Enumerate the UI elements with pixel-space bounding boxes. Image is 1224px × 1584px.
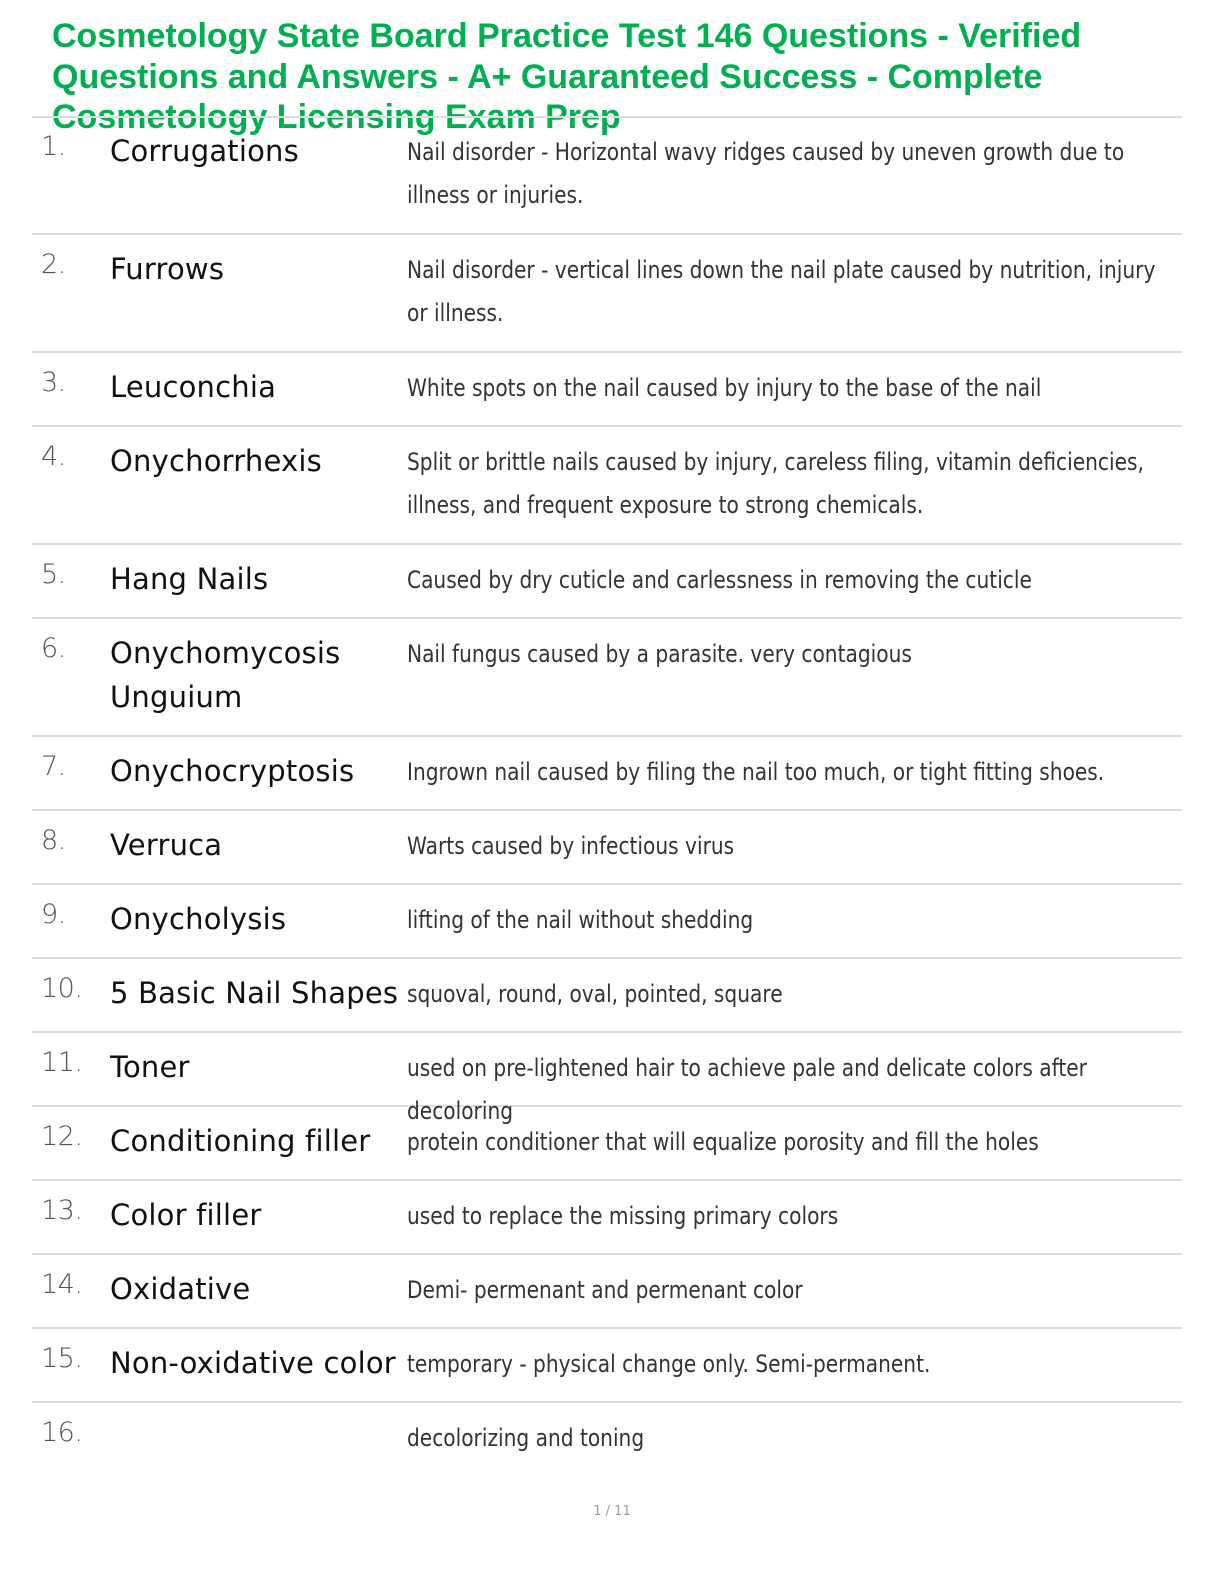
row-term: Onychomycosis Unguium [110, 636, 341, 714]
row-number: 2. [41, 249, 66, 280]
row-definition [407, 117, 1125, 217]
row-definition [407, 1255, 1058, 1312]
flashcard-list [32, 117, 1182, 1477]
row-definition [407, 235, 1156, 335]
row-definition-text: used to replace the missing primary colors [407, 1202, 839, 1230]
row-term: Hang Nails [110, 562, 269, 596]
row-number: 11. [41, 1047, 83, 1078]
row-definition-text: Demi- permenant and permenant color [407, 1276, 803, 1304]
flashcard-row [32, 353, 1182, 427]
row-number: 15. [41, 1343, 83, 1374]
document-title: Cosmetology State Board Practice Test 146 Questions - Verified Questions and Answers - A+ Guaranteed Success - Complete Cosmetology Licensing Exam Prep [52, 17, 1082, 136]
row-number: 10. [41, 973, 83, 1004]
row-term [110, 1403, 407, 1415]
row-number: 16. [41, 1417, 83, 1448]
row-definition-text: used on pre-lightened hair to achieve pale and delicate colors after decoloring [407, 1054, 1087, 1125]
row-definition-text: temporary - physical change only. Semi-permanent. [407, 1350, 931, 1378]
flashcard-row [32, 811, 1182, 885]
row-definition-text: Warts caused by infectious virus [407, 832, 735, 860]
flashcard-row [32, 235, 1182, 353]
flashcard-row [32, 545, 1182, 619]
row-definition [407, 427, 1144, 527]
flashcard-row [32, 619, 1182, 737]
row-definition [407, 1107, 1058, 1164]
row-definition-text: lifting of the nail without shedding [407, 906, 754, 934]
flashcard-row [32, 427, 1182, 545]
row-number: 8. [41, 825, 66, 856]
row-definition [407, 811, 1058, 868]
flashcard-row [32, 1107, 1182, 1181]
row-term: Toner [110, 1050, 190, 1084]
row-definition [407, 1329, 1058, 1386]
row-number: 13. [41, 1195, 83, 1226]
row-term: Onychorrhexis [110, 444, 322, 478]
flashcard-row [32, 1403, 1182, 1477]
flashcard-row [32, 1033, 1182, 1125]
row-number: 7. [41, 751, 66, 782]
page-indicator: 1 / 11 [593, 1504, 631, 1519]
row-definition [407, 1181, 1058, 1238]
row-definition [407, 959, 1058, 1016]
flashcard-row [32, 1181, 1182, 1255]
row-term: Oxidative [110, 1272, 251, 1306]
row-definition-text: Nail disorder - Horizontal wavy ridges caused by uneven growth due to illness or injuries. [407, 138, 1125, 209]
row-term: Verruca [110, 828, 223, 862]
row-number: 9. [41, 899, 66, 930]
row-definition [407, 619, 1058, 676]
row-definition-text: squoval, round, oval, pointed, square [407, 980, 783, 1008]
row-definition-text: White spots on the nail caused by injury to the base of the nail [407, 374, 1042, 402]
flashcard-row [32, 885, 1182, 959]
row-term: Onycholysis [110, 902, 287, 936]
row-definition-text: Ingrown nail caused by filing the nail too much, or tight fitting shoes. [407, 758, 1105, 786]
row-definition [407, 1403, 1058, 1460]
row-term: Onychocryptosis [110, 754, 355, 788]
row-number: 5. [41, 559, 66, 590]
row-definition-text: Nail disorder - vertical lines down the nail plate caused by nutrition, injury or illness. [407, 256, 1156, 327]
flashcard-row [32, 959, 1182, 1033]
flashcard-row [32, 1329, 1182, 1403]
flashcard-row [32, 117, 1182, 235]
row-definition [407, 353, 1058, 410]
row-number: 1. [41, 131, 66, 162]
row-number: 14. [41, 1269, 83, 1300]
row-number: 6. [41, 633, 66, 664]
row-term: Color filler [110, 1198, 262, 1232]
row-term: Conditioning filler [110, 1124, 371, 1158]
row-number: 12. [41, 1121, 83, 1152]
row-definition-text: Split or brittle nails caused by injury, careless filing, vitamin deficiencies, illness, and frequent exposure to strong chemicals. [407, 448, 1144, 519]
row-definition [407, 885, 1058, 942]
row-definition-text: protein conditioner that will equalize porosity and fill the holes [407, 1128, 1039, 1156]
row-definition-text: Caused by dry cuticle and carlessness in removing the cuticle [407, 566, 1032, 594]
flashcard-row [32, 737, 1182, 811]
flashcard-row [32, 1255, 1182, 1329]
row-number: 3. [41, 367, 66, 398]
row-term: Furrows [110, 252, 225, 286]
row-term: 5 Basic Nail Shapes [110, 976, 399, 1010]
row-term: Leuconchia [110, 370, 277, 404]
row-definition [407, 737, 1105, 794]
row-definition [407, 545, 1058, 602]
row-term: Non-oxidative color [110, 1346, 396, 1380]
row-definition-text: Nail fungus caused by a parasite. very contagious [407, 640, 912, 668]
row-definition-text: decolorizing and toning [407, 1424, 645, 1452]
row-term: Corrugations [110, 134, 299, 168]
row-number: 4. [41, 441, 66, 472]
